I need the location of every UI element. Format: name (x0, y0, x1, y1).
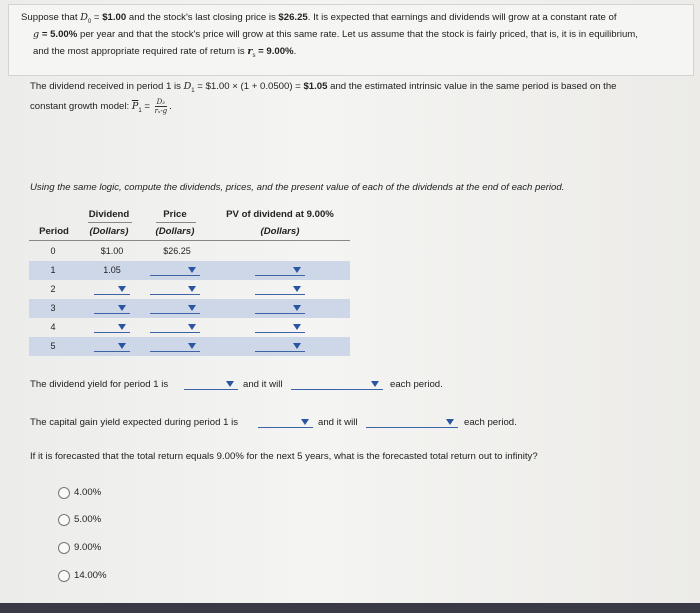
dividend-dropdown[interactable] (94, 283, 130, 295)
header-pv-unit: (Dollars) (260, 226, 300, 237)
total-return-question: If it is forecasted that the total return equals 9.00% for the next 5 years, what is the forecasted total return out to infinity? (30, 451, 538, 462)
dropdown-arrow-icon (301, 419, 309, 425)
dividend-dropdown[interactable] (94, 321, 130, 333)
table-row-2 (29, 280, 350, 299)
option-radio-5[interactable] (58, 514, 70, 526)
capital-gain-and-it-will: and it will (318, 417, 358, 428)
dividend-dropdown[interactable] (94, 302, 130, 314)
pv-dropdown[interactable] (255, 302, 305, 314)
dropdown-arrow-icon (371, 381, 379, 387)
pv-dropdown[interactable] (255, 264, 305, 276)
table-row-5 (29, 337, 350, 356)
table-row-0 (29, 242, 350, 261)
option-radio-9[interactable] (58, 542, 70, 554)
dividend-cell: 1.05 (103, 265, 121, 275)
dividend-yield-each-period: each period. (390, 379, 443, 390)
price-dropdown[interactable] (150, 340, 200, 352)
period-cell: 5 (50, 341, 56, 351)
dropdown-arrow-icon (188, 343, 196, 349)
dropdown-arrow-icon (293, 286, 301, 292)
table-header-divider (29, 240, 350, 241)
capital-gain-text: The capital gain yield expected during period 1 is (30, 417, 238, 428)
dividend-cell: $1.00 (100, 246, 124, 256)
intro-line-3: and the most appropriate required rate of return is $r_s = 9.00\%$. (33, 46, 297, 59)
option-label: 5.00% (74, 514, 102, 525)
bottom-bar (0, 603, 700, 613)
table-row-3 (29, 299, 350, 318)
dropdown-arrow-icon (118, 343, 126, 349)
header-underline (88, 222, 132, 223)
intro-line-1: Suppose that $D_0$ = $1.00 and the stock's last closing price is $26.25. It is expected that earnings and dividends will grow at a constant rate of (21, 12, 617, 25)
price-dropdown[interactable] (150, 264, 200, 276)
dropdown-arrow-icon (188, 267, 196, 273)
header-period: Period (39, 226, 69, 237)
dropdown-arrow-icon (226, 381, 234, 387)
dropdown-arrow-icon (188, 324, 196, 330)
dropdown-arrow-icon (293, 267, 301, 273)
dropdown-arrow-icon (118, 286, 126, 292)
dropdown-arrow-icon (118, 305, 126, 311)
price-dropdown[interactable] (150, 283, 200, 295)
dropdown-arrow-icon (188, 286, 196, 292)
header-dividend: Dividend (88, 209, 130, 220)
dividend-yield-dropdown[interactable] (184, 378, 238, 390)
header-price: Price (163, 209, 187, 220)
period-cell: 0 (50, 246, 56, 256)
option-label: 14.00% (74, 570, 107, 581)
price-cell: $26.25 (163, 246, 191, 256)
option-radio-14[interactable] (58, 570, 70, 582)
header-pv: PV of dividend at 9.00% (226, 209, 334, 220)
dropdown-arrow-icon (188, 305, 196, 311)
header-dividend-unit: (Dollars) (89, 226, 129, 237)
capital-gain-trend-dropdown[interactable] (366, 416, 458, 428)
intro-line-2: g = 5.00% per year and that the stock's price will grow at this same rate. Let us assume that the stock is fairly priced, that is, it is in equilibrium, (33, 29, 638, 40)
capital-gain-each-period: each period. (464, 417, 517, 428)
dividend-yield-and-it-will: and it will (243, 379, 283, 390)
dropdown-arrow-icon (446, 419, 454, 425)
period-cell: 1 (50, 265, 56, 275)
instruction-text: Using the same logic, compute the dividends, prices, and the present value of each of the dividends at the end of each period. (30, 182, 565, 193)
price-dropdown[interactable] (150, 321, 200, 333)
capital-gain-dropdown[interactable] (258, 416, 313, 428)
dividend-yield-trend-dropdown[interactable] (291, 378, 383, 390)
option-label: 9.00% (74, 542, 102, 553)
pv-dropdown[interactable] (255, 321, 305, 333)
pv-dropdown[interactable] (255, 340, 305, 352)
dividend-dropdown[interactable] (94, 340, 130, 352)
growth-model-fraction: $\frac{\text{D₂}}{\text{rₛ-g}}$ (154, 98, 168, 115)
header-underline (156, 222, 196, 223)
option-label: 4.00% (74, 487, 102, 498)
table-row-4 (29, 318, 350, 337)
price-dropdown[interactable] (150, 302, 200, 314)
dropdown-arrow-icon (293, 305, 301, 311)
period-cell: 4 (50, 322, 56, 332)
option-radio-4[interactable] (58, 487, 70, 499)
dropdown-arrow-icon (293, 324, 301, 330)
dropdown-arrow-icon (293, 343, 301, 349)
constant-growth-model-line: constant growth model: $\overline{P}_1$ = $\frac{\text{D₂}}{\text{rₛ-g}}$ . (30, 98, 172, 115)
period-cell: 3 (50, 303, 56, 313)
table-row-1 (29, 261, 350, 280)
dividend-yield-text: The dividend yield for period 1 is (30, 379, 169, 390)
period-cell: 2 (50, 284, 56, 294)
problem-statement-box (8, 4, 694, 76)
dropdown-arrow-icon (118, 324, 126, 330)
dividend-period1-line: The dividend received in period 1 is $D_1$ = $1.00 × (1 + 0.0500) = $1.05 and the estimated intrinsic value in the same period is based on the (30, 81, 617, 94)
header-price-unit: (Dollars) (155, 226, 195, 237)
pv-dropdown[interactable] (255, 283, 305, 295)
